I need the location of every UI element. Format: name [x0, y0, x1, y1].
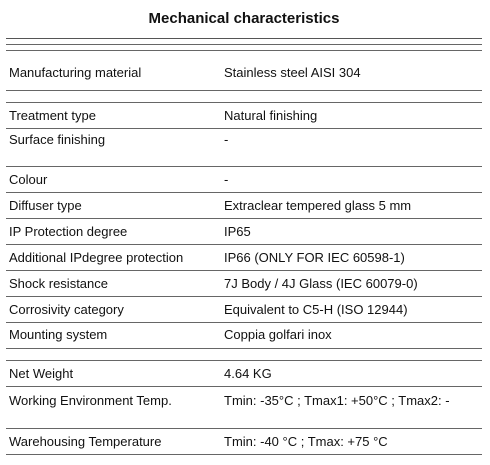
row-label: Diffuser type [9, 198, 82, 213]
table-title: Mechanical characteristics [6, 0, 482, 39]
row-value: IP65 [224, 224, 251, 239]
divider [6, 44, 482, 45]
table-row [6, 429, 482, 455]
table-row [6, 323, 482, 349]
row-value: Natural finishing [224, 108, 318, 123]
section-gap [6, 91, 482, 103]
table-row [6, 361, 482, 387]
table-row [6, 129, 482, 167]
table-row [6, 245, 482, 271]
row-value: IP66 (ONLY FOR IEC 60598-1) [224, 250, 405, 265]
row-value: Tmin: -35°C ; Tmax1: +50°C ; Tmax2: - [224, 393, 450, 408]
table-row [6, 387, 482, 429]
row-value: 7J Body / 4J Glass (IEC 60079-0) [224, 276, 418, 291]
row-label: Mounting system [9, 327, 108, 342]
table-row [6, 167, 482, 193]
row-value: - [224, 132, 229, 147]
row-label: Shock resistance [9, 276, 108, 291]
row-value: Coppia golfari inox [224, 327, 332, 342]
row-label: Colour [9, 172, 48, 187]
row-label: Corrosivity category [9, 302, 124, 317]
table-row [6, 219, 482, 245]
divider [6, 50, 482, 51]
row-value: Tmin: -40 °C ; Tmax: +75 °C [224, 434, 388, 449]
row-label: Warehousing Temperature [9, 434, 162, 449]
mechanical-characteristics-table [6, 0, 482, 455]
table-row [6, 193, 482, 219]
row-label: Net Weight [9, 366, 74, 381]
row-label: Additional IPdegree protection [9, 250, 184, 265]
row-label: Treatment type [9, 108, 96, 123]
row-value: Extraclear tempered glass 5 mm [224, 198, 412, 213]
row-label: Working Environment Temp. [9, 393, 172, 408]
row-value: Equivalent to C5-H (ISO 12944) [224, 302, 408, 317]
row-value: Stainless steel AISI 304 [224, 65, 361, 80]
table-row [6, 53, 482, 91]
row-label: IP Protection degree [9, 224, 128, 239]
row-label: Surface finishing [9, 132, 106, 147]
row-label: Manufacturing material [9, 65, 142, 80]
row-value: - [224, 172, 229, 187]
table-row [6, 103, 482, 129]
table-row [6, 271, 482, 297]
table-row [6, 297, 482, 323]
section-gap [6, 349, 482, 361]
row-value: 4.64 KG [224, 366, 272, 381]
header-spacer [6, 39, 482, 53]
